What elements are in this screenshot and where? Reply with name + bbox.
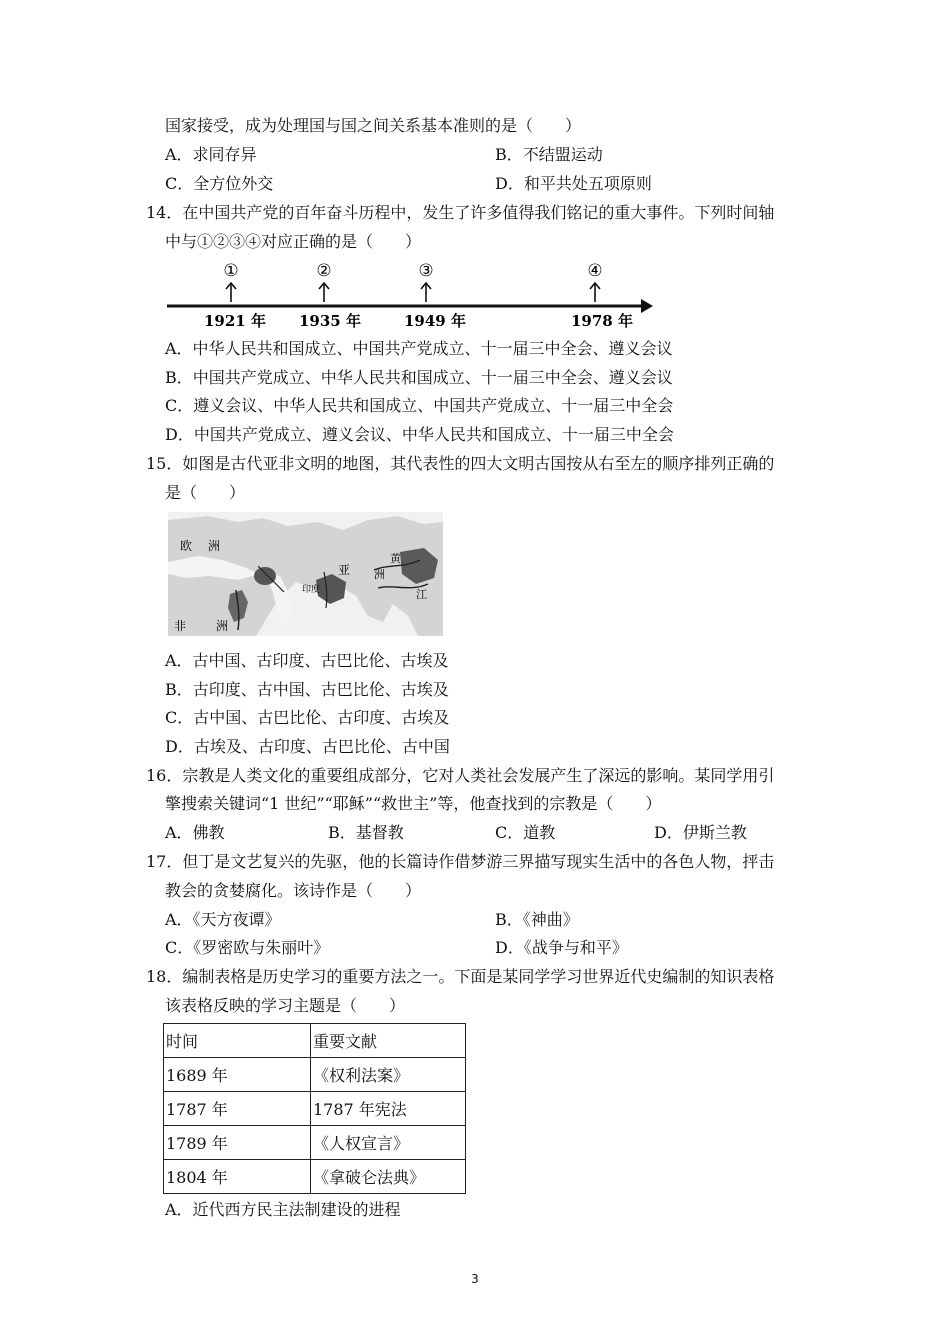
q14-option-a[interactable]: A．中华人民共和国成立、中国共产党成立、十一届三中全会、遵义会议 <box>165 339 673 358</box>
map-label-africa-1: 非 <box>174 619 187 633</box>
q15-stem-line1: 15．如图是古代亚非文明的地图，其代表性的四大文明古国按从右至左的顺序排列正确的 <box>146 454 775 473</box>
q15-option-a[interactable]: A．古中国、古印度、古巴比伦、古埃及 <box>165 651 449 670</box>
q16-stem-line1: 16．宗教是人类文化的重要组成部分，它对人类社会发展产生了深远的影响。某同学用引 <box>146 766 775 785</box>
table-header-time: 时间 <box>164 1024 311 1058</box>
table-cell-year: 1689 年 <box>164 1058 311 1092</box>
table-row <box>164 1126 466 1160</box>
q16-option-d[interactable]: D．伊斯兰教 <box>654 823 747 842</box>
q17-stem-line2: 教会的贪婪腐化。该诗作是（ ） <box>165 881 422 900</box>
q16-option-a[interactable]: A．佛教 <box>165 823 225 842</box>
map-label-asia-2: 洲 <box>374 568 385 581</box>
timeline-mark-2 <box>299 261 361 330</box>
map-label-europe-2: 洲 <box>208 539 221 553</box>
timeline-mark-3 <box>404 261 466 330</box>
table-cell-document: 1787 年宪法 <box>311 1092 466 1126</box>
timeline-year-1: 1921 年 <box>204 312 266 330</box>
q18-knowledge-table <box>163 1023 466 1194</box>
table-cell-year: 1787 年 <box>164 1092 311 1126</box>
q16-stem-line2: 擎搜索关键词“1 世纪”“耶稣”“救世主”等，他查找到的宗教是（ ） <box>165 794 662 813</box>
table-header-row <box>164 1024 466 1058</box>
table-header-document: 重要文献 <box>311 1024 466 1058</box>
timeline-arrowhead <box>641 299 653 313</box>
table-row <box>164 1092 466 1126</box>
q17-option-c[interactable]: C．《罗密欧与朱丽叶》 <box>165 938 330 957</box>
timeline-symbol-1: ① <box>223 261 239 281</box>
timeline-symbol-4: ④ <box>587 261 603 281</box>
q15-stem-line2: 是（ ） <box>165 483 246 502</box>
table-row <box>164 1058 466 1092</box>
q18-stem-line2: 该表格反映的学习主题是（ ） <box>165 996 406 1015</box>
q17-option-d[interactable]: D．《战争与和平》 <box>495 938 628 957</box>
q13-option-a[interactable]: A．求同存异 <box>165 145 257 164</box>
q14-stem-line1: 14．在中国共产党的百年奋斗历程中，发生了许多值得我们铭记的重大事件。下列时间轴 <box>146 203 775 222</box>
page-number: 3 <box>471 1272 479 1286</box>
map-label-asia-1: 亚 <box>338 563 351 577</box>
q18-stem-line1: 18．编制表格是历史学习的重要方法之一。下面是某同学学习世界近代史编制的知识表格 <box>146 967 775 986</box>
table-row <box>164 1160 466 1194</box>
q17-stem-line1: 17．但丁是文艺复兴的先驱，他的长篇诗作借梦游三界描写现实生活中的各色人物，抨击 <box>146 852 775 871</box>
q13-option-b[interactable]: B．不结盟运动 <box>495 145 603 164</box>
timeline-year-4: 1978 年 <box>571 312 633 330</box>
timeline-mark-1 <box>204 261 266 330</box>
table-cell-document: 《权利法案》 <box>311 1058 466 1092</box>
map-label-yellow-river: 黄 <box>390 552 401 565</box>
q15-option-c[interactable]: C．古中国、古巴比伦、古印度、古埃及 <box>165 708 450 727</box>
q18-option-a[interactable]: A．近代西方民主法制建设的进程 <box>165 1200 401 1219</box>
q14-option-b[interactable]: B．中国共产党成立、中华人民共和国成立、十一届三中全会、遵义会议 <box>165 368 673 387</box>
q14-timeline <box>165 258 655 338</box>
q13-stem: 国家接受，成为处理国与国之间关系基本准则的是（ ） <box>165 116 582 135</box>
q15-option-b[interactable]: B．古印度、古中国、古巴比伦、古埃及 <box>165 680 449 699</box>
q14-option-c[interactable]: C．遵义会议、中华人民共和国成立、中国共产党成立、十一届三中全会 <box>165 396 674 415</box>
table-cell-year: 1804 年 <box>164 1160 311 1194</box>
q14-option-d[interactable]: D．中国共产党成立、遵义会议、中华人民共和国成立、十一届三中全会 <box>165 425 674 444</box>
table-cell-document: 《人权宣言》 <box>311 1126 466 1160</box>
timeline-year-3: 1949 年 <box>404 312 466 330</box>
ancient-civilizations-map <box>168 512 443 636</box>
table-cell-year: 1789 年 <box>164 1126 311 1160</box>
map-label-africa-2: 洲 <box>216 619 229 633</box>
map-label-europe-1: 欧 <box>180 539 193 553</box>
q13-option-d[interactable]: D．和平共处五项原则 <box>495 174 652 193</box>
timeline-symbol-3: ③ <box>418 261 434 281</box>
map-label-yangtze: 江 <box>416 588 427 601</box>
map-label-indus: 印度 <box>302 585 321 595</box>
q14-stem-line2: 中与①②③④对应正确的是（ ） <box>165 232 422 251</box>
civilization-area-babylon <box>254 567 276 585</box>
q13-option-c[interactable]: C．全方位外交 <box>165 174 274 193</box>
timeline-mark-4 <box>571 261 633 330</box>
q17-option-b[interactable]: B．《神曲》 <box>495 910 579 929</box>
q16-option-b[interactable]: B．基督教 <box>328 823 404 842</box>
q15-option-d[interactable]: D．古埃及、古印度、古巴比伦、古中国 <box>165 737 450 756</box>
timeline-year-2: 1935 年 <box>299 312 361 330</box>
q16-option-c[interactable]: C．道教 <box>495 823 556 842</box>
table-cell-document: 《拿破仑法典》 <box>311 1160 466 1194</box>
q17-option-a[interactable]: A．《天方夜谭》 <box>165 910 281 929</box>
timeline-symbol-2: ② <box>316 261 332 281</box>
